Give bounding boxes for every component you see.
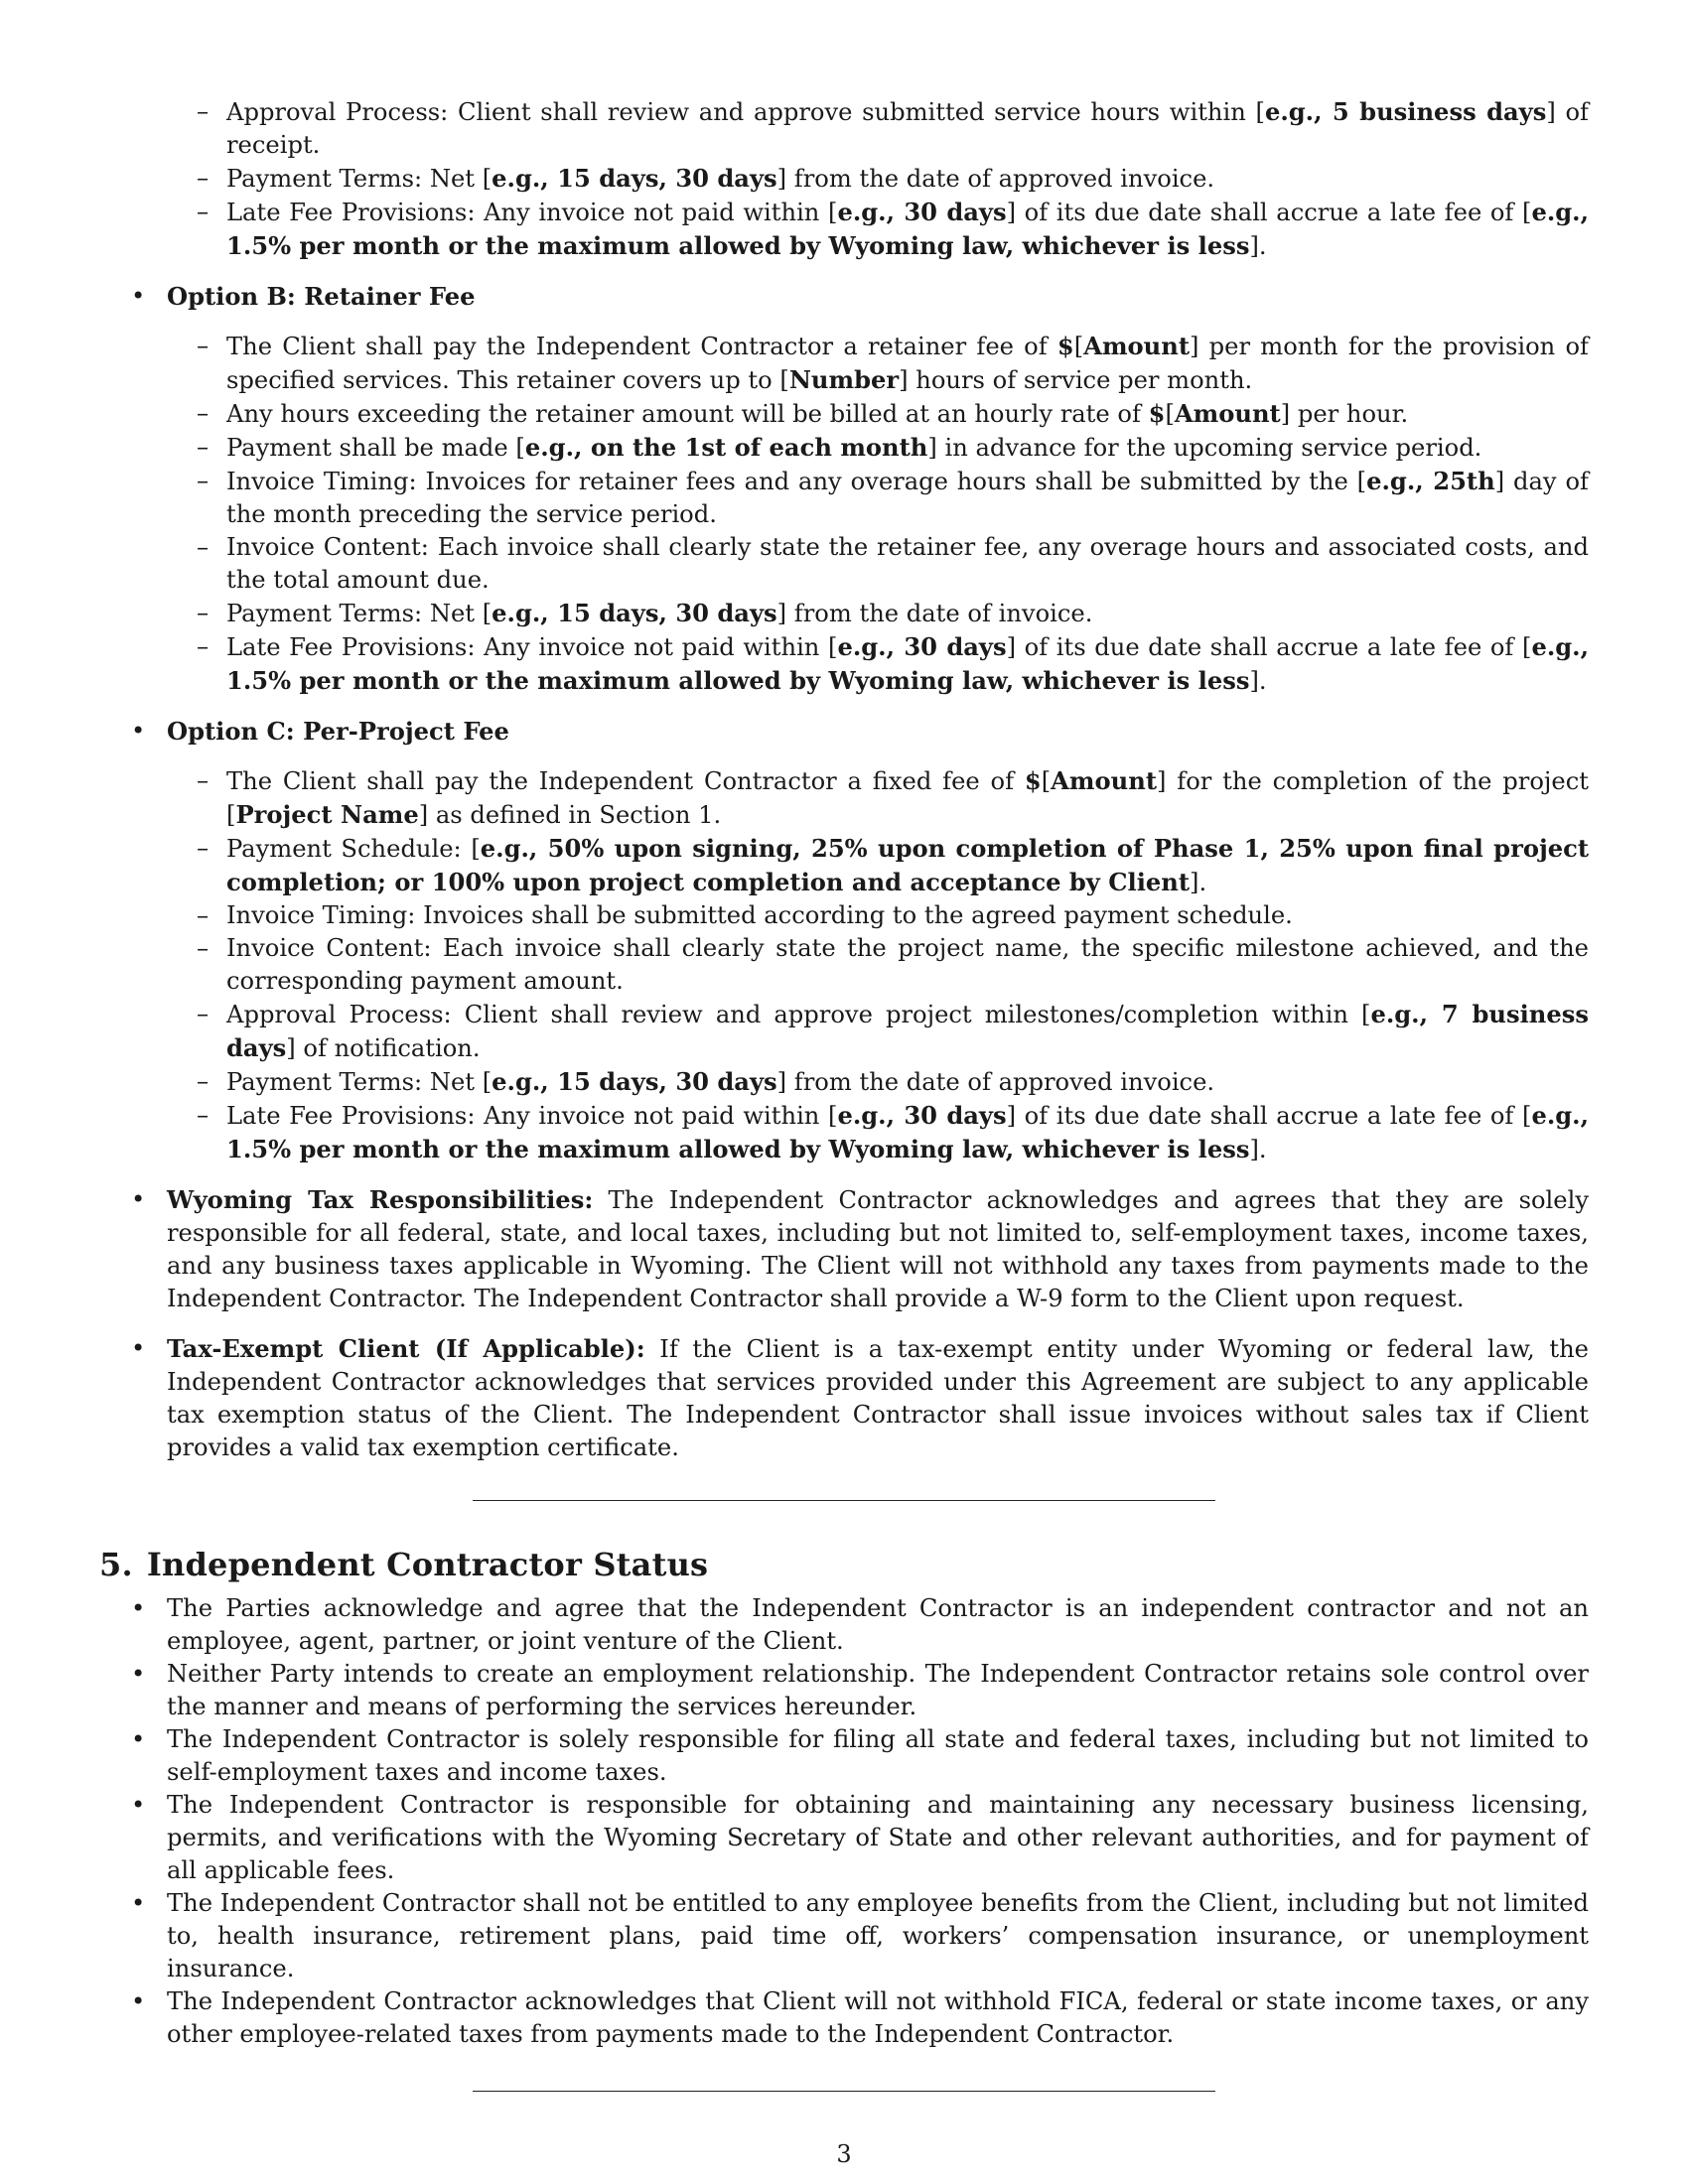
bold-text-run: Amount bbox=[1051, 766, 1157, 795]
payment-options-list bbox=[99, 280, 1589, 1166]
bold-text-run: e.g., 7 business days bbox=[226, 1000, 1589, 1062]
option-terms-list bbox=[99, 330, 1589, 698]
text-run: ] for the completion of the project [ bbox=[226, 767, 1589, 829]
text-run: Late Fee Provisions: Any invoice not paid within [ bbox=[226, 199, 838, 226]
list-item: • The Independent Contractor shall not be entitled to any employee benefits from the Client, including but not limited to, health insurance, retirement plans, paid time off, workers’ compensation insurance, or unemployment insurance. bbox=[99, 1887, 1589, 1985]
bold-text-run: Amount bbox=[1174, 399, 1281, 428]
bold-text-run: e.g., 25th bbox=[1366, 467, 1495, 495]
section-title: Independent Contractor Status bbox=[146, 1546, 709, 1583]
list-item: • The Independent Contractor is solely responsible for filing all state and federal taxes, including but not limited to self-employment taxes and income taxes. bbox=[99, 1723, 1589, 1789]
text-run: Payment Terms: Net [ bbox=[226, 1068, 492, 1096]
text-run: ] in advance for the upcoming service period. bbox=[927, 434, 1482, 462]
list-item bbox=[99, 330, 1589, 397]
list-item bbox=[99, 998, 1589, 1065]
bold-text-run: $ bbox=[1056, 332, 1074, 360]
section-divider bbox=[473, 2091, 1215, 2092]
bold-text-run: $ bbox=[1148, 399, 1166, 428]
option-heading: Option B: Retainer Fee bbox=[167, 282, 476, 311]
list-item: • The Independent Contractor acknowledges that Client will not withhold FICA, federal or state income taxes, or any other employee-related taxes from payments made to the Independent Contractor. bbox=[99, 1985, 1589, 2051]
text-run: The Independent Contractor acknowledges and agrees that they are solely responsible for all federal, state, and local taxes, including but not limited to, self-employment taxes, income taxes, and any business taxes applicable in Wyoming. The Client will not withhold any taxes from payments made to the Independent Contractor. The Independent Contractor shall provide a W-9 form to the Client upon request. bbox=[167, 1186, 1589, 1312]
option-heading: Option C: Per-Project Fee bbox=[167, 717, 509, 746]
bold-text-run: e.g., 1.5% per month or the maximum allowed by Wyoming law, whichever is less bbox=[226, 198, 1590, 260]
list-item bbox=[99, 597, 1589, 630]
list-item bbox=[99, 196, 1589, 263]
section-divider bbox=[473, 1500, 1215, 1501]
section-number: 5. bbox=[99, 1546, 133, 1583]
bold-text-run: e.g., 30 days bbox=[837, 198, 1007, 226]
text-run: The Client shall pay the Independent Contractor a fixed fee of bbox=[226, 767, 1025, 795]
text-run: If the Client is a tax-exempt entity under Wyoming or federal law, the Independent Contractor acknowledges that services provided under this Agreement are subject to any applicable tax exemption status of the Client. The Independent Contractor shall issue invoices without sales tax if Client provides a valid tax exemption certificate. bbox=[167, 1335, 1589, 1461]
text-run: Invoice Content: Each invoice shall clearly state the retainer fee, any overage hours and associated costs, and the total amount due. bbox=[226, 533, 1589, 594]
list-item bbox=[99, 162, 1589, 196]
section-5-heading bbox=[99, 1545, 1589, 1584]
list-item bbox=[99, 1183, 1589, 1315]
list-item bbox=[99, 630, 1589, 698]
text-run: ] from the date of approved invoice. bbox=[776, 165, 1215, 193]
section-5-list bbox=[99, 1592, 1589, 2051]
option-a-terms-list bbox=[99, 95, 1589, 263]
bold-text-run: e.g., 15 days, 30 days bbox=[492, 599, 777, 627]
text-run: ] of receipt. bbox=[226, 98, 1589, 159]
bold-text-run: e.g., 15 days, 30 days bbox=[492, 164, 777, 193]
text-run: Payment Terms: Net [ bbox=[226, 600, 492, 627]
bold-text-run: e.g., 50% upon signing, 25% upon completion of Phase 1, 25% upon final project completion; or 100% upon project completion and acceptance by Client bbox=[226, 834, 1589, 896]
bold-text-run: Wyoming Tax Responsibilities: bbox=[167, 1185, 594, 1214]
tax-items-list bbox=[99, 1183, 1589, 1464]
list-item: • The Independent Contractor is responsible for obtaining and maintaining any necessary business licensing, permits, and verifications with the Wyoming Secretary of State and other relevant authorities, and for payment of all applicable fees. bbox=[99, 1789, 1589, 1887]
list-item bbox=[99, 531, 1589, 597]
text-run: Approval Process: Client shall review and approve project milestones/completion within [ bbox=[226, 1001, 1371, 1028]
text-run: ] from the date of approved invoice. bbox=[776, 1068, 1215, 1096]
text-run: ] hours of service per month. bbox=[899, 366, 1253, 394]
bold-text-run: e.g., 5 business days bbox=[1264, 97, 1547, 126]
text-run: ]. bbox=[1249, 232, 1267, 260]
text-run: ] of its due date shall accrue a late fee of [ bbox=[1006, 1102, 1532, 1130]
list-item bbox=[99, 932, 1589, 998]
text-run: ] of notification. bbox=[286, 1034, 481, 1062]
list-item bbox=[99, 1332, 1589, 1464]
list-item bbox=[99, 832, 1589, 899]
text-run: Any hours exceeding the retainer amount will be billed at an hourly rate of bbox=[226, 400, 1149, 428]
bold-text-run: e.g., 15 days, 30 days bbox=[492, 1067, 777, 1096]
text-run: Payment shall be made [ bbox=[226, 434, 525, 462]
page-number: 3 bbox=[836, 2140, 852, 2168]
bold-text-run: e.g., 1.5% per month or the maximum allowed by Wyoming law, whichever is less bbox=[226, 1101, 1590, 1163]
list-item bbox=[99, 465, 1589, 531]
option-item bbox=[99, 715, 1589, 1166]
text-run: [ bbox=[1041, 767, 1052, 795]
text-run: ]. bbox=[1190, 869, 1207, 896]
bold-text-run: Tax-Exempt Client (If Applicable): bbox=[167, 1334, 645, 1363]
list-item: • The Parties acknowledge and agree that the Independent Contractor is an independent contractor and not an employee, agent, partner, or joint venture of the Client. bbox=[99, 1592, 1589, 1658]
text-run: ]. bbox=[1249, 667, 1267, 695]
text-run: ] of its due date shall accrue a late fee of [ bbox=[1006, 633, 1532, 661]
text-run: Payment Terms: Net [ bbox=[226, 165, 492, 193]
text-run: [ bbox=[1165, 400, 1175, 428]
list-item bbox=[99, 899, 1589, 932]
document-page bbox=[99, 95, 1589, 2092]
bold-text-run: $ bbox=[1024, 766, 1042, 795]
text-run: Approval Process: Client shall review and approve submitted service hours within [ bbox=[226, 98, 1265, 126]
option-terms-list bbox=[99, 764, 1589, 1166]
option-item bbox=[99, 280, 1589, 698]
text-run: ] from the date of invoice. bbox=[776, 600, 1093, 627]
list-item bbox=[99, 431, 1589, 465]
bold-text-run: e.g., on the 1st of each month bbox=[524, 433, 928, 462]
list-item bbox=[99, 764, 1589, 832]
text-run: [ bbox=[1073, 333, 1084, 360]
text-run: Late Fee Provisions: Any invoice not paid within [ bbox=[226, 633, 838, 661]
text-run: ] of its due date shall accrue a late fee of [ bbox=[1006, 199, 1532, 226]
text-run: Late Fee Provisions: Any invoice not paid within [ bbox=[226, 1102, 838, 1130]
list-item bbox=[99, 397, 1589, 431]
list-item bbox=[99, 1099, 1589, 1166]
text-run: Invoice Timing: Invoices for retainer fees and any overage hours shall be submitted by the [ bbox=[226, 468, 1367, 495]
text-run: Invoice Content: Each invoice shall clearly state the project name, the specific milestone achieved, and the corresponding payment amount. bbox=[226, 934, 1589, 995]
text-run: Payment Schedule: [ bbox=[226, 835, 481, 863]
text-run: ] per hour. bbox=[1280, 400, 1409, 428]
text-run: ] day of the month preceding the service period. bbox=[226, 468, 1589, 528]
list-item: • Neither Party intends to create an employment relationship. The Independent Contractor retains sole control over the manner and means of performing the services hereunder. bbox=[99, 1658, 1589, 1723]
list-item bbox=[99, 95, 1589, 162]
text-run: ]. bbox=[1249, 1136, 1267, 1163]
text-run: The Client shall pay the Independent Contractor a retainer fee of bbox=[226, 333, 1057, 360]
bold-text-run: Project Name bbox=[235, 800, 419, 829]
bold-text-run: e.g., 30 days bbox=[837, 1101, 1007, 1130]
bold-text-run: e.g., 30 days bbox=[837, 632, 1007, 661]
bold-text-run: e.g., 1.5% per month or the maximum allowed by Wyoming law, whichever is less bbox=[226, 632, 1590, 695]
bold-text-run: Amount bbox=[1083, 332, 1191, 360]
bold-text-run: Number bbox=[788, 365, 900, 394]
text-run: Invoice Timing: Invoices shall be submitted according to the agreed payment schedule. bbox=[226, 901, 1293, 929]
text-run: ] per month for the provision of specified services. This retainer covers up to [ bbox=[226, 333, 1589, 394]
list-item bbox=[99, 1065, 1589, 1099]
text-run: ] as defined in Section 1. bbox=[418, 801, 722, 829]
